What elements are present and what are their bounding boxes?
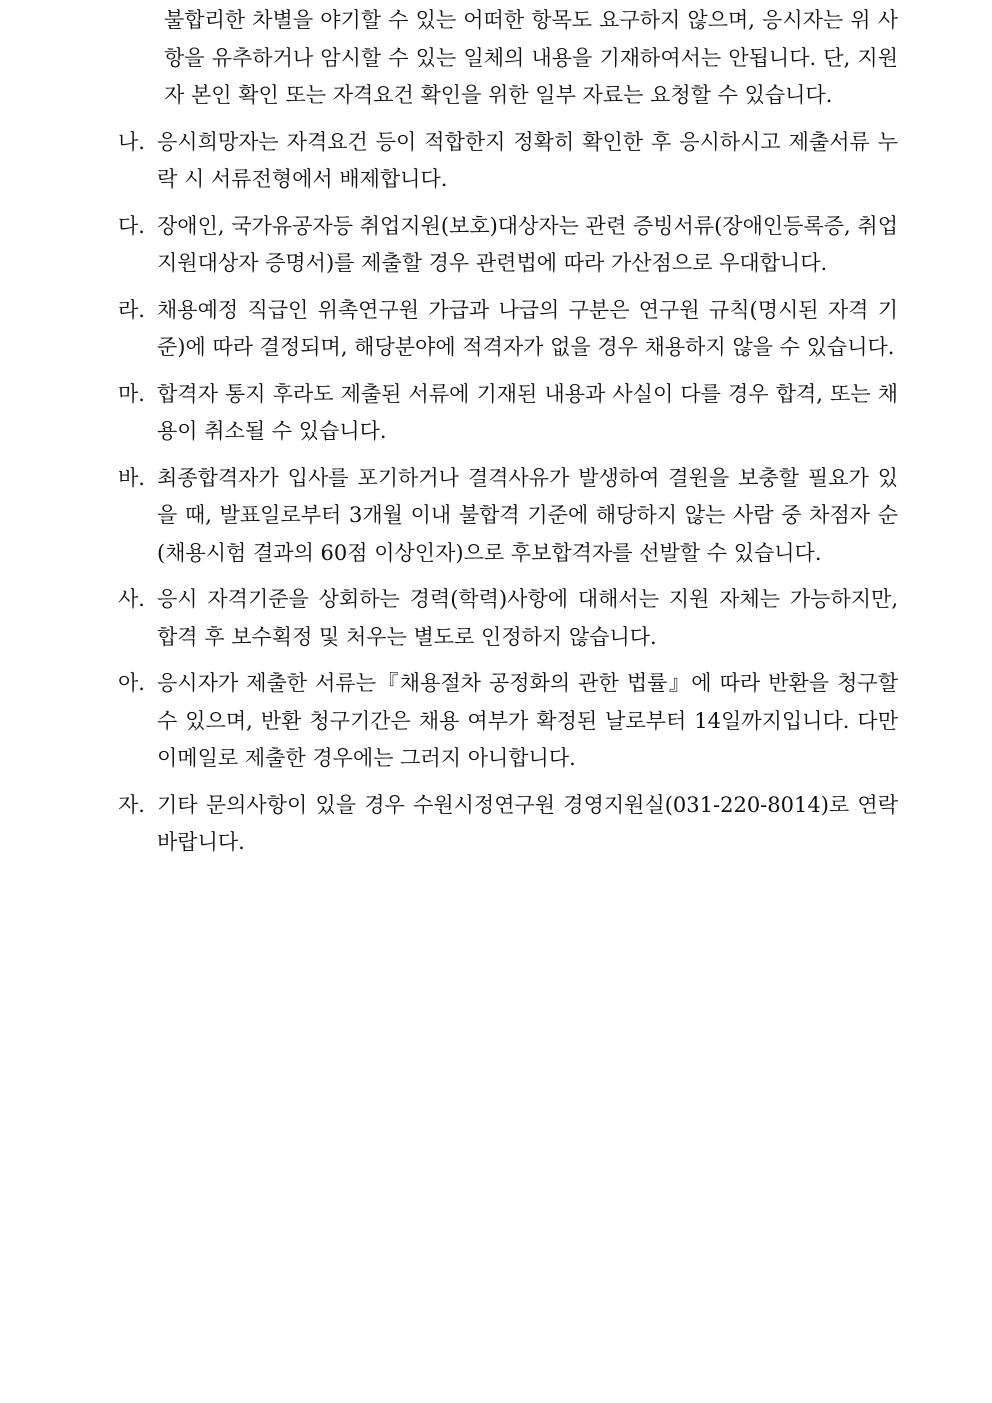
- list-item-text: 응시 자격기준을 상회하는 경력(학력)사항에 대해서는 지원 자체는 가능하지만, 합격 후 보수획정 및 처우는 별도로 인정하지 않습니다.: [157, 587, 898, 649]
- list-marker: 자.: [118, 792, 145, 817]
- list-item-text: 응시희망자는 자격요건 등이 적합한지 정확히 확인한 후 응시하시고 제출서류 누락 시 서류전형에서 배제합니다.: [157, 129, 898, 191]
- list-item-text: 채용예정 직급인 위촉연구원 가급과 나급의 구분은 연구원 규칙(명시된 자격 기준)에 따라 결정되며, 해당분야에 적격자가 없을 경우 채용하지 않을 수 있습니다.: [157, 297, 898, 359]
- list-item: [118, 124, 898, 199]
- list-item: [118, 460, 898, 573]
- list-marker: 바.: [118, 465, 145, 490]
- list-marker: 마.: [118, 381, 145, 406]
- list-marker: 아.: [118, 671, 145, 695]
- list-item: [118, 292, 898, 367]
- notice-list: [118, 0, 898, 862]
- list-marker: 사.: [118, 587, 145, 611]
- list-item: [118, 208, 898, 283]
- list-item: [118, 376, 898, 451]
- list-item-text: 합격자 통지 후라도 제출된 서류에 기재된 내용과 사실이 다를 경우 합격, 또는 채용이 취소될 수 있습니다.: [157, 381, 898, 443]
- list-item: [118, 665, 898, 778]
- list-item-text: 응시자가 제출한 서류는『채용절차 공정화의 관한 법률』에 따라 반환을 청구할 수 있으며, 반환 청구기간은 채용 여부가 확정된 날로부터 14일까지입니다. 다만 이메일로 제출한 경우에는 그러지 아니합니다.: [157, 671, 898, 770]
- list-item-text: 기타 문의사항이 있을 경우 수원시정연구원 경영지원실(031-220-8014)로 연락 바랍니다.: [157, 792, 898, 854]
- list-item-text: 최종합격자가 입사를 포기하거나 결격사유가 발생하여 결원을 보충할 필요가 있을 때, 발표일로부터 3개월 이내 불합격 기준에 해당하지 않는 사람 중 차점자 순(채용시험 결과의 60점 이상인자)으로 후보합격자를 선발할 수 있습니다.: [157, 465, 898, 565]
- continued-paragraph: 불합리한 차별을 야기할 수 있는 어떠한 항목도 요구하지 않으며, 응시자는 위 사항을 유추하거나 암시할 수 있는 일체의 내용을 기재하여서는 안됩니다. 단, 지원자 본인 확인 또는 자격요건 확인을 위한 일부 자료는 요청할 수 있습니다.: [164, 8, 898, 107]
- list-marker: 라.: [118, 297, 145, 322]
- list-item: [118, 787, 898, 862]
- list-item: [118, 581, 898, 656]
- list-marker: 다.: [118, 213, 145, 238]
- list-marker: 나.: [118, 129, 145, 154]
- list-item-text: 장애인, 국가유공자등 취업지원(보호)대상자는 관련 증빙서류(장애인등록증, 취업지원대상자 증명서)를 제출할 경우 관련법에 따라 가산점으로 우대합니다.: [157, 213, 898, 275]
